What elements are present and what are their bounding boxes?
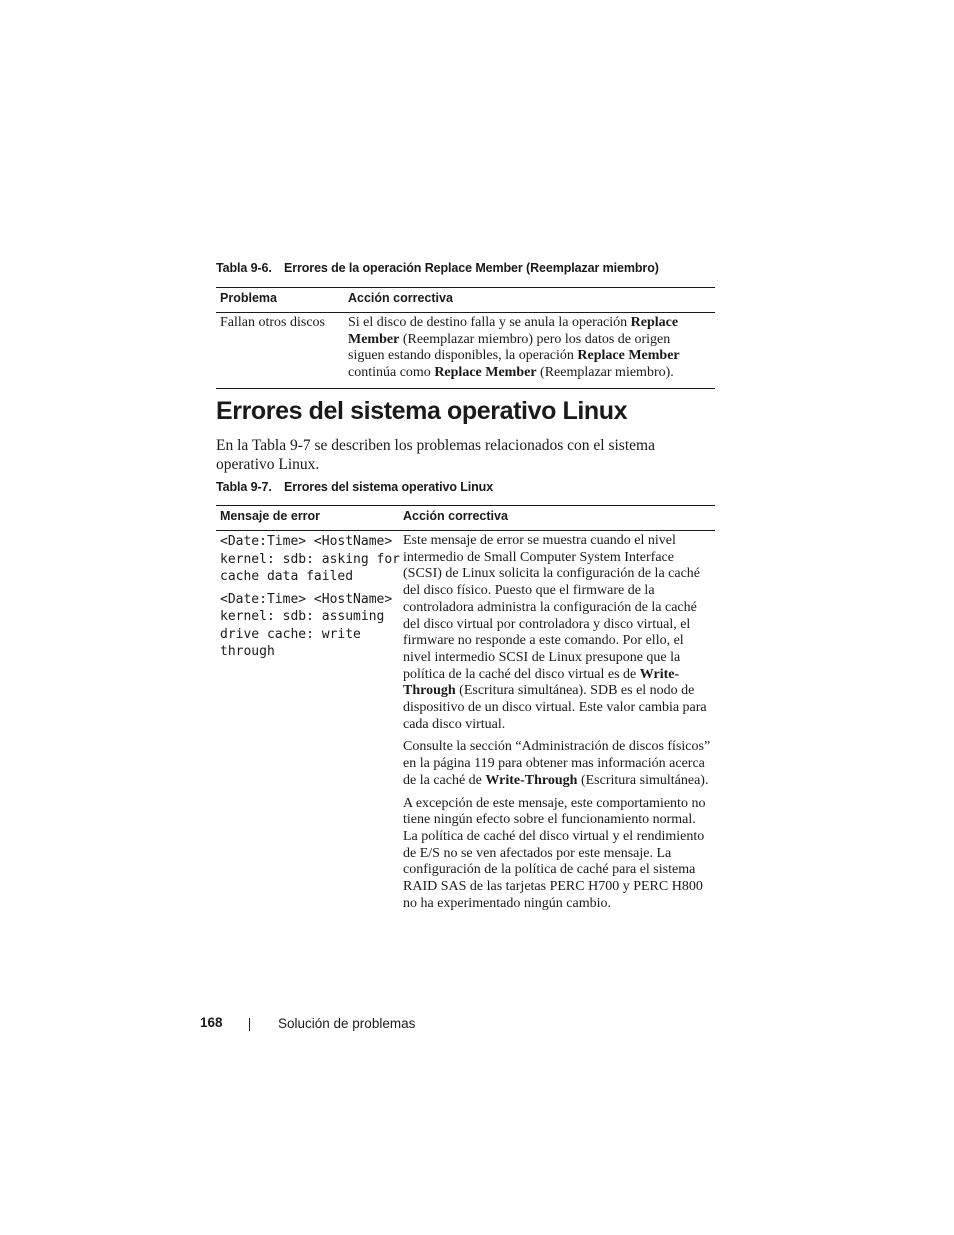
action-paragraph: A excepción de este mensaje, este comportamiento no tiene ningún efecto sobre el funcionamiento normal. La política de caché del disco virtual y el rendimiento de E/S no se ven afectados por este mensaje. La configuración de la política de caché para el sistema RAID SAS de las tarjetas PERC H700 y PERC H800 no ha experimentado ningún cambio. [403,795,706,911]
footer-separator [249,1018,250,1031]
intro-paragraph: En la Tabla 9-7 se describen los problemas relacionados con el sistema operativo Linux. [216,437,655,473]
table-rule-bottom [216,388,715,389]
table-number: Tabla 9-7. [216,480,272,494]
table-caption-9-6 [216,261,659,275]
table-header-rule [216,530,715,531]
action-paragraph: Este mensaje de error se muestra cuando el nivel intermedio de Small Computer System Interface (SCSI) de Linux solicita la configuración de la caché del disco físico. Puesto que el firmware de la controladora administra la configuración de la caché del disco virtual por controladora y disco virtual, el firmware no responde a este comando. Por ello, el nivel intermedio SCSI de Linux presupone que la política de la caché del disco virtual es de Write-Through (Escritura simultánea). SDB es el nodo de dispositivo de un disco virtual. Este valor cambia para cada disco virtual. [403,533,707,732]
table-header-rule [216,312,715,313]
column-header-mensaje: Mensaje de error [220,509,321,523]
table-cell-problem: Fallan otros discos [220,315,325,330]
column-header-accion: Acción correctiva [348,291,453,305]
column-header-problema: Problema [220,291,277,305]
table-cell-action: Si el disco de destino falla y se anula la operación Replace Member (Reemplazar miembro) pero los datos de origen siguen estando disponibles, la operación Replace Member continúa como Replace Member (Reemplazar miembro). [348,315,680,381]
table-number: Tabla 9-6. [216,261,272,275]
footer-section-title: Solución de problemas [278,1016,416,1031]
error-messages [220,533,400,666]
table-rule-top [216,287,715,288]
error-message: <Date:Time> <HostName> kernel: sdb: assuming drive cache: write through [220,591,393,659]
table-title: Errores de la operación Replace Member (Reemplazar miembro) [284,261,659,275]
table-rule-top [216,505,715,506]
section-heading: Errores del sistema operativo Linux [216,397,628,425]
page-number: 168 [200,1015,223,1030]
action-paragraph: Consulte la sección “Administración de discos físicos” en la página 119 para obtener mas información acerca de la caché de Write-Through (Escritura simultánea). [403,739,711,788]
table-title: Errores del sistema operativo Linux [284,480,494,494]
table-cell-action [403,533,711,912]
error-message: <Date:Time> <HostName> kernel: sdb: asking for cache data failed [220,534,401,584]
table-caption-9-7 [216,480,493,494]
column-header-accion: Acción correctiva [403,509,508,523]
